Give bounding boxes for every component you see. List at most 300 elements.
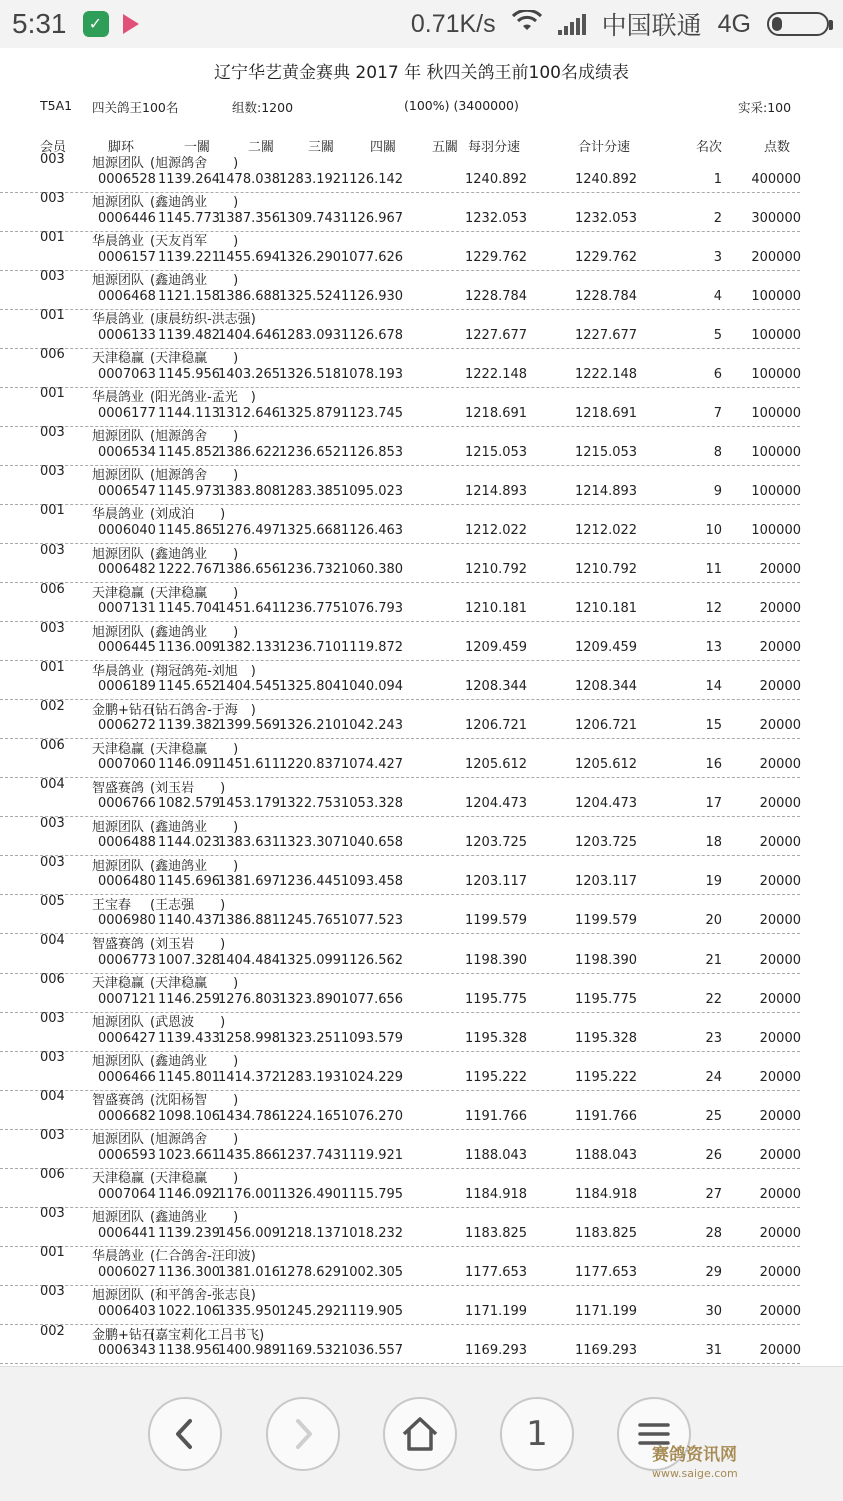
- member-id: 003: [40, 1050, 65, 1066]
- member-id: 003: [40, 1206, 65, 1222]
- table-row: [0, 1070, 800, 1091]
- race-4-speed: 1126.853: [341, 444, 404, 460]
- team-name: 旭源团队: [92, 858, 145, 874]
- member-id: 006: [40, 1167, 65, 1183]
- member-id: 006: [40, 347, 65, 363]
- race-2-speed: 1383.808: [218, 483, 281, 499]
- rank: 23: [705, 1030, 722, 1046]
- total-speed: 1204.473: [575, 796, 638, 812]
- home-button[interactable]: [383, 1397, 457, 1471]
- team-name: 王宝春: [92, 897, 132, 913]
- table-row: [0, 835, 800, 856]
- avg-speed: 1210.181: [465, 601, 528, 617]
- table-row: [0, 172, 800, 193]
- avg-speed: 1203.725: [465, 835, 528, 851]
- team-name: 旭源团队: [92, 1288, 145, 1304]
- total-speed: 1227.677: [575, 327, 638, 343]
- owner-name: (鑫迪鸽业 ): [150, 1054, 239, 1070]
- avg-speed: 1214.893: [465, 483, 528, 499]
- row-owner-line: [0, 191, 843, 211]
- race-1-speed: 1139.264: [158, 171, 221, 187]
- total-speed: 1195.328: [575, 1030, 638, 1046]
- member-id: 003: [40, 191, 65, 207]
- total-speed: 1203.725: [575, 835, 638, 851]
- team-name: 旭源团队: [92, 1054, 145, 1070]
- row-owner-line: [0, 855, 843, 875]
- team-name: 旭源团队: [92, 273, 145, 289]
- race-2-speed: 1404.646: [218, 327, 281, 343]
- watermark-url: www.saige.com: [652, 1467, 738, 1480]
- race-2-speed: 1400.989: [218, 1343, 281, 1358]
- race-3-speed: 1224.165: [279, 1108, 342, 1124]
- team-name: 天津稳赢: [92, 351, 145, 367]
- avg-speed: 1212.022: [465, 522, 528, 538]
- race-4-speed: 1024.229: [341, 1069, 404, 1085]
- owner-name: (鑫迪鸽业 ): [150, 195, 239, 211]
- race-4-speed: 1040.658: [341, 835, 404, 851]
- rank: 19: [705, 874, 722, 890]
- row-owner-line: [0, 269, 843, 289]
- header-avg-speed: 每羽分速: [468, 140, 521, 155]
- team-name: 华晨鸽业: [92, 312, 145, 328]
- race-2-speed: 1386.656: [218, 562, 281, 577]
- total-speed: 1232.053: [575, 210, 638, 226]
- avg-speed: 1203.117: [465, 874, 528, 890]
- total-speed: 1208.344: [575, 679, 638, 695]
- row-owner-line: [0, 1128, 843, 1148]
- avg-speed: 1227.677: [465, 327, 528, 343]
- table-row: [0, 1109, 800, 1130]
- avg-speed: 1195.222: [465, 1069, 528, 1085]
- race-1-speed: 1139.433: [158, 1030, 221, 1046]
- row-owner-line: [0, 1011, 843, 1031]
- total-speed: 1229.762: [575, 249, 638, 265]
- table-row: [0, 601, 800, 622]
- points: 100000: [751, 483, 801, 499]
- member-id: 003: [40, 269, 65, 285]
- points: 20000: [759, 991, 801, 1007]
- table-row: [0, 1148, 800, 1169]
- ring-number: 0007131: [98, 601, 156, 617]
- ring-number: 0006593: [98, 1147, 156, 1163]
- avg-speed: 1199.579: [465, 913, 528, 929]
- row-owner-line: [0, 660, 843, 680]
- chevron-left-icon: [170, 1417, 200, 1451]
- total-speed: 1214.893: [575, 483, 638, 499]
- ring-number: 0006488: [98, 835, 156, 851]
- race-2-speed: 1451.611: [218, 757, 281, 773]
- race-4-speed: 1093.458: [341, 874, 404, 890]
- member-id: 006: [40, 972, 65, 988]
- race-1-speed: 1139.482: [158, 327, 221, 343]
- race-3-speed: 1325.099: [279, 952, 342, 968]
- table-row: [0, 679, 800, 700]
- table-row: [0, 913, 800, 934]
- avg-speed: 1232.053: [465, 210, 528, 226]
- table-row: [0, 250, 800, 271]
- member-id: 001: [40, 503, 65, 519]
- race-1-speed: 1145.773: [158, 210, 221, 226]
- ring-number: 0006482: [98, 562, 156, 577]
- points: 100000: [751, 327, 801, 343]
- table-row: [0, 1265, 800, 1286]
- network-type: 4G: [717, 9, 751, 38]
- owner-name: (天津稳赢 ): [150, 741, 239, 757]
- back-button[interactable]: [148, 1397, 222, 1471]
- ring-number: 0006133: [98, 327, 156, 343]
- race-1-speed: 1082.579: [158, 796, 221, 812]
- race-1-speed: 1145.852: [158, 444, 221, 460]
- avg-speed: 1169.293: [465, 1343, 528, 1358]
- race-3-speed: 1245.765: [279, 913, 342, 929]
- owner-name: (嘉宝莉化工吕书飞): [150, 1327, 265, 1343]
- member-id: 004: [40, 776, 65, 792]
- race-2-speed: 1381.016: [218, 1264, 281, 1280]
- row-owner-line: [0, 1206, 843, 1226]
- total-speed: 1203.117: [575, 874, 638, 890]
- race-3-speed: 1323.251: [279, 1030, 342, 1046]
- race-2-speed: 1387.356: [218, 210, 281, 226]
- ring-number: 0006427: [98, 1030, 156, 1046]
- team-name: 天津稳赢: [92, 1171, 145, 1187]
- race-1-speed: 1145.704: [158, 601, 221, 617]
- race-2-speed: 1382.133: [218, 640, 281, 656]
- team-name: 天津稳赢: [92, 741, 145, 757]
- race-3-speed: 1325.524: [279, 288, 342, 304]
- rank: 3: [713, 249, 722, 265]
- watermark-name: 赛鸽资讯网: [652, 1445, 737, 1465]
- race-4-speed: 1126.142: [341, 171, 404, 187]
- race-4-speed: 1077.656: [341, 991, 404, 1007]
- race-2-speed: 1386.881: [218, 913, 281, 929]
- points: 20000: [759, 874, 801, 890]
- table-row: [0, 562, 800, 583]
- header-points: 点数: [764, 140, 791, 155]
- team-name: 智盛赛鸽: [92, 1093, 145, 1109]
- play-store-icon: [123, 14, 139, 34]
- owner-name: (旭源鸽舍 ): [150, 429, 239, 445]
- owner-name: (鑫迪鸽业 ): [150, 273, 239, 289]
- owner-name: (钻石鸽舍-于海 ): [150, 702, 256, 718]
- member-id: 006: [40, 737, 65, 753]
- tabs-button[interactable]: [500, 1397, 574, 1471]
- rank: 14: [705, 679, 722, 695]
- row-owner-line: [0, 425, 843, 445]
- owner-name: (鑫迪鸽业 ): [150, 858, 239, 874]
- status-time: 5:31: [12, 8, 67, 39]
- owner-name: (天友肖军 ): [150, 234, 239, 250]
- race-3-speed: 1326.518: [279, 366, 342, 382]
- owner-name: (鑫迪鸽业 ): [150, 1210, 239, 1226]
- rank: 24: [705, 1069, 722, 1085]
- race-1-speed: 1136.300: [158, 1264, 221, 1280]
- race-4-speed: 1060.380: [341, 562, 404, 577]
- avg-speed: 1195.328: [465, 1030, 528, 1046]
- row-owner-line: [0, 1245, 843, 1265]
- rank: 1: [713, 171, 722, 187]
- status-bar: [0, 0, 843, 48]
- table-row: [0, 796, 800, 817]
- team-name: 天津稳赢: [92, 976, 145, 992]
- owner-name: (刘玉岩 ): [150, 780, 226, 796]
- team-name: 智盛赛鸽: [92, 937, 145, 952]
- points: 20000: [759, 640, 801, 656]
- row-owner-line: [0, 582, 843, 602]
- points: 20000: [759, 1303, 801, 1319]
- race-code: T5A1: [40, 98, 73, 113]
- race-4-speed: 1018.232: [341, 1225, 404, 1241]
- race-2-speed: 1434.786: [218, 1108, 281, 1124]
- carrier-name: 中国联通: [601, 12, 702, 40]
- avg-speed: 1228.784: [465, 288, 528, 304]
- ring-number: 0006682: [98, 1108, 156, 1124]
- member-id: 001: [40, 659, 65, 675]
- row-owner-line: [0, 699, 843, 719]
- total-speed: 1198.390: [575, 952, 638, 968]
- rank: 21: [705, 952, 722, 968]
- points: 20000: [759, 835, 801, 851]
- race-2-speed: 1335.950: [218, 1303, 281, 1319]
- avg-speed: 1240.892: [465, 171, 528, 187]
- ring-number: 0006177: [98, 405, 156, 421]
- row-owner-line: [0, 621, 843, 641]
- table-row: [0, 1226, 800, 1247]
- member-id: 006: [40, 581, 65, 597]
- avg-speed: 1218.691: [465, 405, 528, 421]
- race-3-speed: 1283.193: [279, 1069, 342, 1085]
- total-speed: 1195.775: [575, 991, 638, 1007]
- page-title: 辽宁华艺黄金赛典 2017 年 秋四关鸽王前100名成绩表: [214, 63, 629, 83]
- avg-speed: 1215.053: [465, 444, 528, 460]
- header-race-1: 一關: [184, 140, 211, 155]
- tab-count: 1: [526, 1414, 548, 1454]
- race-4-speed: 1126.562: [341, 952, 404, 968]
- chevron-right-icon: [288, 1417, 318, 1451]
- ring-number: 0006766: [98, 796, 156, 812]
- rank: 17: [705, 796, 722, 812]
- race-4-speed: 1126.930: [341, 288, 404, 304]
- table-row: [0, 523, 800, 544]
- owner-name: (天津稳赢 ): [150, 585, 239, 601]
- race-4-speed: 1093.579: [341, 1030, 404, 1046]
- race-2-speed: 1176.001: [218, 1186, 281, 1202]
- owner-name: (沈阳杨智 ): [150, 1093, 239, 1109]
- row-owner-line: [0, 894, 843, 914]
- avg-speed: 1184.918: [465, 1186, 528, 1202]
- total-speed: 1210.181: [575, 601, 638, 617]
- race-category: 四关鸽王100名: [92, 100, 179, 115]
- avg-speed: 1206.721: [465, 718, 528, 734]
- table-row: [0, 211, 800, 232]
- race-3-speed: 1218.137: [279, 1225, 342, 1241]
- race-4-speed: 1074.427: [341, 757, 404, 773]
- member-id: 002: [40, 698, 65, 714]
- points: 300000: [751, 210, 801, 226]
- avg-speed: 1209.459: [465, 640, 528, 656]
- total-speed: 1188.043: [575, 1147, 638, 1163]
- team-name: 华晨鸽业: [92, 390, 145, 406]
- race-4-speed: 1077.523: [341, 913, 404, 929]
- race-3-speed: 1236.732: [279, 562, 342, 577]
- race-1-speed: 1146.091: [158, 757, 221, 773]
- ring-number: 0006272: [98, 718, 156, 734]
- race-2-speed: 1386.622: [218, 444, 281, 460]
- avg-speed: 1198.390: [465, 952, 528, 968]
- ring-number: 0007063: [98, 366, 156, 382]
- race-3-speed: 1236.775: [279, 601, 342, 617]
- race-2-speed: 1383.631: [218, 835, 281, 851]
- rank: 13: [705, 640, 722, 656]
- rank: 7: [713, 405, 722, 421]
- race-1-speed: 1146.092: [158, 1186, 221, 1202]
- race-3-speed: 1236.652: [279, 444, 342, 460]
- watermark-logo: [652, 1440, 832, 1490]
- home-icon: [400, 1415, 440, 1453]
- points: 20000: [759, 1030, 801, 1046]
- race-1-speed: 1007.328: [158, 952, 221, 968]
- team-name: 旭源团队: [92, 1210, 145, 1226]
- race-2-speed: 1399.569: [218, 718, 281, 734]
- ring-number: 0006445: [98, 640, 156, 656]
- race-4-speed: 1119.872: [341, 640, 404, 656]
- race-1-speed: 1136.009: [158, 640, 221, 656]
- network-speed: 0.71K/s: [410, 9, 496, 38]
- team-name: 金鹏+钻石: [92, 702, 155, 718]
- member-id: 001: [40, 1245, 65, 1261]
- row-owner-line: [0, 972, 843, 992]
- total-speed: 1177.653: [575, 1264, 638, 1280]
- owner-name: (天津稳赢 ): [150, 1171, 239, 1187]
- race-4-speed: 1126.967: [341, 210, 404, 226]
- points: 200000: [751, 249, 801, 265]
- header-total-speed: 合计分速: [578, 140, 631, 155]
- total-speed: 1212.022: [575, 522, 638, 538]
- race-3-speed: 1326.290: [279, 249, 342, 265]
- race-3-speed: 1169.532: [279, 1343, 342, 1358]
- team-name: 金鹏+钻石: [92, 1327, 155, 1343]
- rank: 15: [705, 718, 722, 734]
- row-owner-line: [0, 1167, 843, 1187]
- points: 100000: [751, 405, 801, 421]
- rank: 9: [713, 483, 722, 499]
- race-2-speed: 1435.866: [218, 1147, 281, 1163]
- wifi-icon: [512, 10, 542, 39]
- race-3-speed: 1325.668: [279, 522, 342, 538]
- total-speed: 1205.612: [575, 757, 638, 773]
- owner-name: (旭源鸽舍 ): [150, 156, 239, 171]
- member-id: 004: [40, 1089, 65, 1105]
- owner-name: (康晨纺织-洪志强): [150, 312, 256, 328]
- team-name: 旭源团队: [92, 819, 145, 835]
- member-id: 003: [40, 1011, 65, 1027]
- points: 20000: [759, 1069, 801, 1085]
- race-1-speed: 1146.259: [158, 991, 221, 1007]
- row-owner-line: [0, 347, 843, 367]
- race-1-speed: 1145.696: [158, 874, 221, 890]
- member-id: 003: [40, 542, 65, 558]
- table-row: [0, 289, 800, 310]
- table-row: [0, 953, 800, 974]
- points: 100000: [751, 444, 801, 460]
- total-speed: 1215.053: [575, 444, 638, 460]
- team-name: 华晨鸽业: [92, 1249, 145, 1265]
- points: 20000: [759, 1225, 801, 1241]
- rank: 29: [705, 1264, 722, 1280]
- table-row: [0, 1304, 800, 1325]
- race-3-speed: 1309.743: [279, 210, 342, 226]
- results-document[interactable]: [0, 48, 843, 1366]
- team-name: 华晨鸽业: [92, 663, 145, 679]
- race-3-speed: 1283.385: [279, 483, 342, 499]
- header-race-3: 三關: [308, 140, 335, 155]
- row-owner-line: [0, 503, 843, 523]
- race-1-speed: 1023.661: [158, 1147, 221, 1163]
- points: 100000: [751, 522, 801, 538]
- points: 20000: [759, 1264, 801, 1280]
- race-4-speed: 1126.678: [341, 327, 404, 343]
- rank: 2: [713, 210, 722, 226]
- total-speed: 1240.892: [575, 171, 638, 187]
- race-1-speed: 1145.801: [158, 1069, 221, 1085]
- total-speed: 1199.579: [575, 913, 638, 929]
- race-2-speed: 1451.641: [218, 601, 281, 617]
- table-row: [0, 484, 800, 505]
- ring-number: 0006480: [98, 874, 156, 890]
- race-1-speed: 1144.023: [158, 835, 221, 851]
- ring-number: 0006773: [98, 952, 156, 968]
- race-1-speed: 1145.652: [158, 679, 221, 695]
- row-owner-line: [0, 933, 843, 953]
- ring-number: 0006980: [98, 913, 156, 929]
- total-speed: 1218.691: [575, 405, 638, 421]
- avg-speed: 1191.766: [465, 1108, 528, 1124]
- total-speed: 1183.825: [575, 1225, 638, 1241]
- avg-speed: 1210.792: [465, 562, 528, 577]
- avg-speed: 1208.344: [465, 679, 528, 695]
- row-owner-line: [0, 1284, 843, 1304]
- forward-button[interactable]: [266, 1397, 340, 1471]
- rank: 27: [705, 1186, 722, 1202]
- race-4-speed: 1053.328: [341, 796, 404, 812]
- rank: 26: [705, 1147, 722, 1163]
- rank: 30: [705, 1303, 722, 1319]
- rank: 18: [705, 835, 722, 851]
- member-id: 005: [40, 893, 65, 909]
- ring-number: 0006528: [98, 171, 156, 187]
- row-owner-line: [0, 1050, 843, 1070]
- race-2-speed: 1386.688: [218, 288, 281, 304]
- ring-number: 0006468: [98, 288, 156, 304]
- race-2-speed: 1414.372: [218, 1069, 281, 1085]
- owner-name: (天津稳赢 ): [150, 351, 239, 367]
- row-owner-line: [0, 816, 843, 836]
- team-name: 旭源团队: [92, 468, 145, 484]
- owner-name: (刘玉岩 ): [150, 937, 226, 952]
- row-owner-line: [0, 386, 843, 406]
- prize-percentage: (100%) (3400000): [404, 98, 519, 113]
- race-2-speed: 1403.265: [218, 366, 281, 382]
- points: 20000: [759, 718, 801, 734]
- race-2-speed: 1276.803: [218, 991, 281, 1007]
- total-speed: 1210.792: [575, 562, 638, 577]
- race-3-speed: 1278.629: [279, 1264, 342, 1280]
- race-2-speed: 1276.497: [218, 522, 281, 538]
- table-row: [0, 328, 800, 349]
- member-id: 003: [40, 1284, 65, 1300]
- table-row: [0, 1343, 800, 1364]
- header-race-4: 四關: [370, 140, 397, 155]
- race-2-speed: 1455.694: [218, 249, 281, 265]
